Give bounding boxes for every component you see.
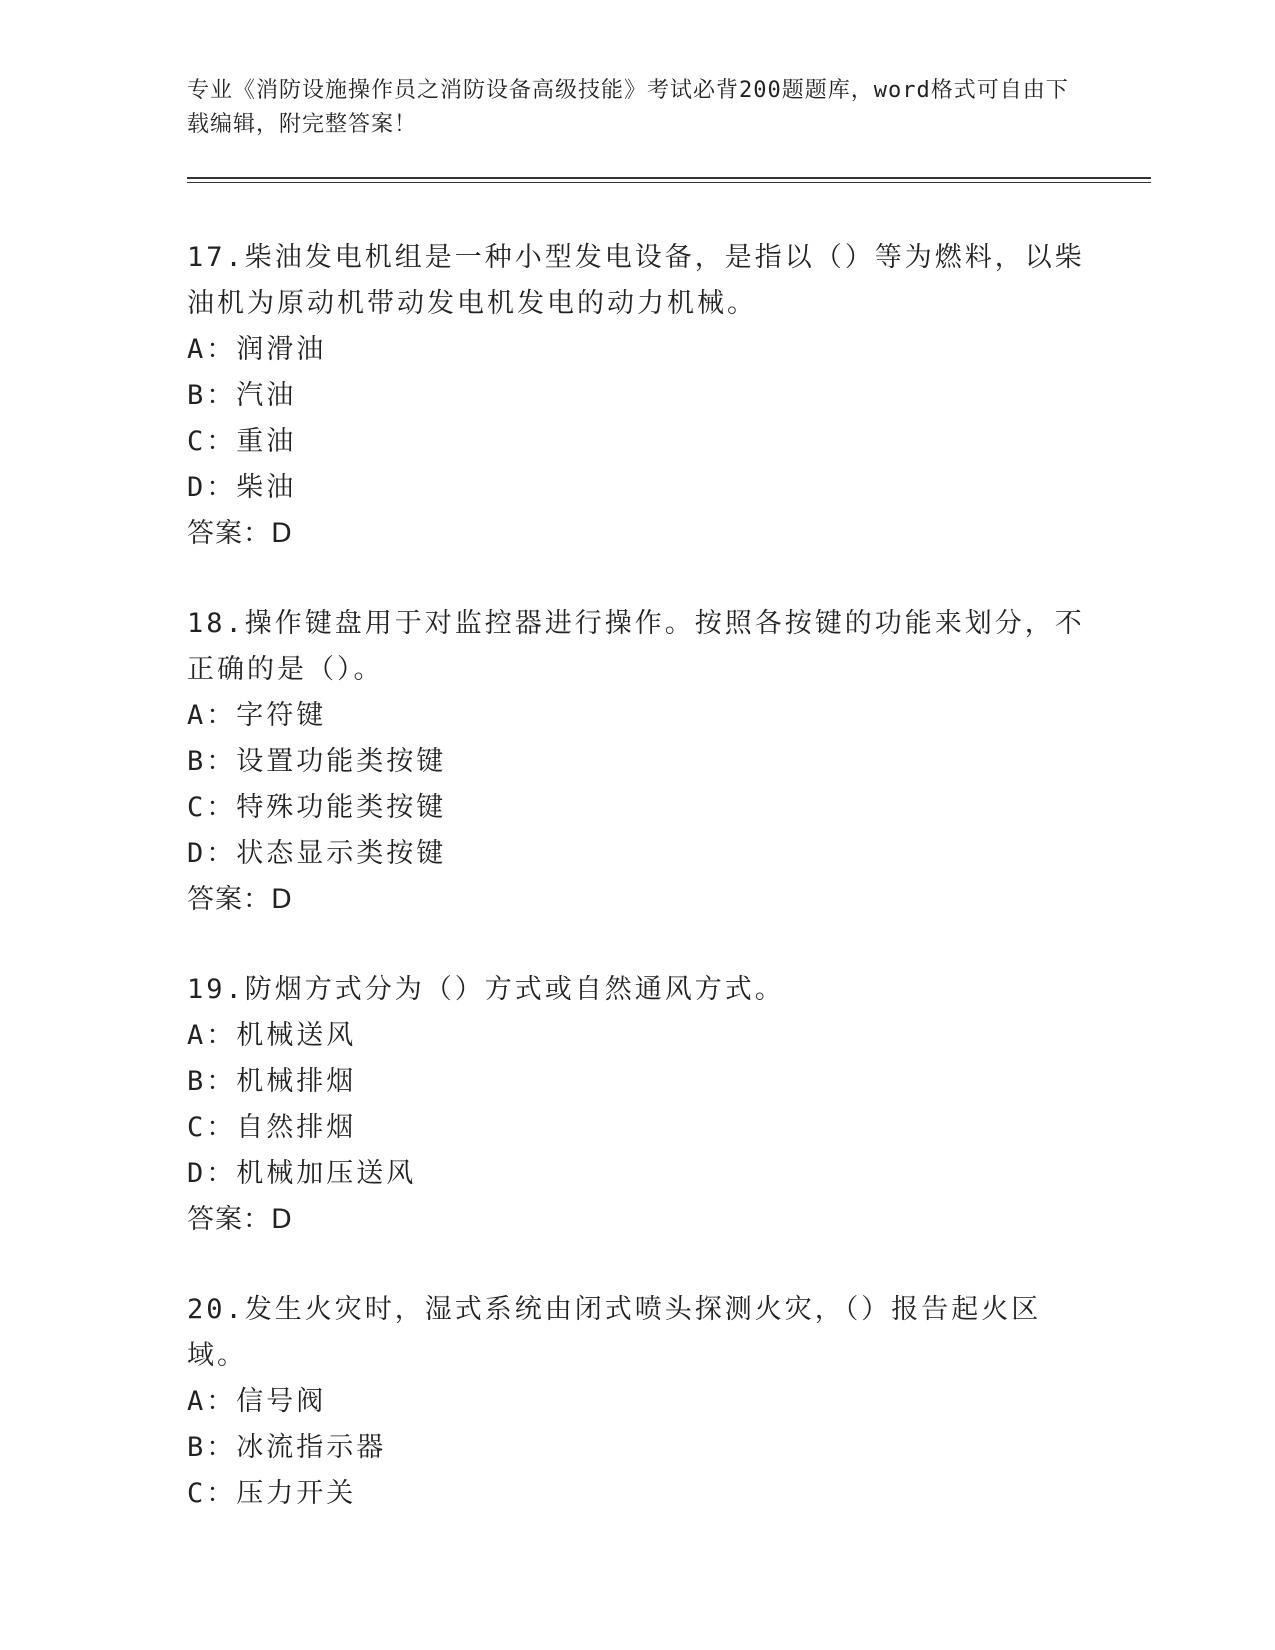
option-b: B：机械排烟 — [187, 1066, 357, 1097]
option-a: A：信号阀 — [187, 1386, 327, 1417]
answer-line: 答案：D — [187, 884, 293, 915]
question-19 — [187, 967, 1087, 1243]
question-stem: 20.发生火灾时，湿式系统由闭式喷头探测火灾，（）报告起火区域。 — [187, 1294, 1042, 1371]
document-header — [187, 74, 1087, 142]
option-c: C：压力开关 — [187, 1478, 357, 1509]
option-a: A：字符键 — [187, 700, 327, 731]
question-stem: 18.操作键盘用于对监控器进行操作。按照各按键的功能来划分，不正确的是（）。 — [187, 608, 1085, 685]
question-stem: 17.柴油发电机组是一种小型发电设备，是指以（）等为燃料，以柴油机为原动机带动发电机发电的动力机械。 — [187, 242, 1085, 319]
answer-line: 答案：D — [187, 1204, 293, 1235]
header-intro-text: 专业《消防设施操作员之消防设备高级技能》考试必背200题题库，word格式可自由下载编辑，附完整答案！ — [187, 78, 1069, 137]
option-a: A：机械送风 — [187, 1020, 357, 1051]
question-18 — [187, 601, 1087, 923]
answer-line: 答案：D — [187, 518, 293, 549]
question-list — [187, 235, 1087, 1561]
option-d: D：机械加压送风 — [187, 1158, 417, 1189]
option-b: B：冰流指示器 — [187, 1432, 387, 1463]
option-c: C：自然排烟 — [187, 1112, 357, 1143]
option-b: B：汽油 — [187, 380, 297, 411]
question-17 — [187, 235, 1087, 557]
option-a: A：润滑油 — [187, 334, 327, 365]
option-d: D：状态显示类按键 — [187, 838, 447, 869]
question-20 — [187, 1287, 1087, 1517]
question-stem: 19.防烟方式分为（）方式或自然通风方式。 — [187, 974, 785, 1005]
header-divider-thin — [187, 182, 1151, 183]
option-b: B：设置功能类按键 — [187, 746, 447, 777]
header-divider-thick — [187, 177, 1151, 179]
option-d: D：柴油 — [187, 472, 297, 503]
option-c: C：重油 — [187, 426, 297, 457]
option-c: C：特殊功能类按键 — [187, 792, 447, 823]
